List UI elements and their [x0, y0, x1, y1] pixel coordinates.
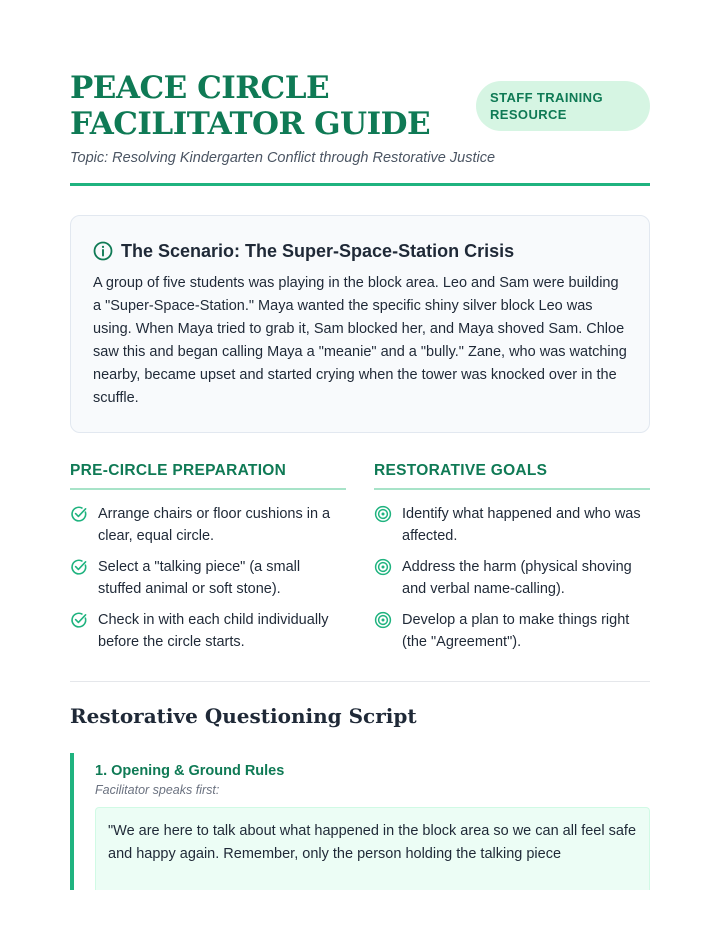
list-item	[70, 504, 346, 547]
list-item	[374, 557, 650, 600]
list-item	[70, 610, 346, 653]
goals-heading: RESTORATIVE GOALS	[374, 462, 650, 490]
step-accent-bar	[70, 753, 74, 890]
script-title: Restorative Questioning Script	[70, 704, 417, 728]
badge-line-1: STAFF TRAINING	[490, 90, 603, 105]
step-title: 1. Opening & Ground Rules	[95, 763, 285, 779]
info-circle-icon	[93, 241, 113, 261]
scenario-body: A group of five students was playing in the block area. Leo and Sam were building a "Super-Space-Station." Maya wanted the specific shiny silver block Leo was using. When Maya tried to grab it, Sam blocked her, and Maya shoved Sam. Chloe saw this and began calling Maya a "meanie" and a "bully." Zane, who was watching nearby, became upset and started crying when the tower was knocked over in the scuffle.	[93, 275, 627, 406]
scenario-title: The Scenario: The Super-Space-Station Crisis	[121, 240, 515, 261]
goals-section	[374, 462, 650, 663]
preparation-heading: PRE-CIRCLE PREPARATION	[70, 462, 346, 490]
check-circle-icon	[70, 558, 88, 576]
check-circle-icon	[70, 611, 88, 629]
title-line-2: FACILITATOR GUIDE	[70, 106, 431, 142]
title-line-1: PEACE CIRCLE	[70, 70, 330, 106]
preparation-list	[70, 504, 346, 653]
step-quote: "We are here to talk about what happened in the block area so we can all feel safe and happy again. Remember, only the person holding the talking piece	[95, 807, 650, 890]
check-circle-icon	[70, 505, 88, 523]
scenario-card	[70, 215, 650, 433]
step-subtitle: Facilitator speaks first:	[95, 783, 220, 797]
header-divider	[70, 183, 650, 186]
preparation-item-text: Arrange chairs or floor cushions in a clear, equal circle.	[98, 506, 331, 544]
topic-subtitle: Topic: Resolving Kindergarten Conflict through Restorative Justice	[70, 150, 496, 166]
preparation-section	[70, 462, 346, 663]
goal-item-text: Develop a plan to make things right (the "Agreement").	[402, 612, 630, 650]
preparation-item-text: Select a "talking piece" (a small stuffed animal or soft stone).	[98, 559, 301, 597]
staff-training-badge	[476, 81, 650, 131]
target-icon	[374, 558, 392, 576]
target-icon	[374, 505, 392, 523]
goal-item-text: Address the harm (physical shoving and verbal name-calling).	[402, 559, 632, 597]
script-step-opening	[70, 753, 650, 890]
goals-list	[374, 504, 650, 653]
list-item	[374, 610, 650, 653]
list-item	[70, 557, 346, 600]
badge-line-2: RESOURCE	[490, 107, 567, 122]
target-icon	[374, 611, 392, 629]
list-item	[374, 504, 650, 547]
scenario-header	[93, 238, 627, 264]
preparation-item-text: Check in with each child individually before the circle starts.	[98, 612, 329, 650]
goal-item-text: Identify what happened and who was affected.	[402, 506, 641, 544]
page-title	[70, 70, 470, 142]
section-divider	[70, 681, 650, 682]
